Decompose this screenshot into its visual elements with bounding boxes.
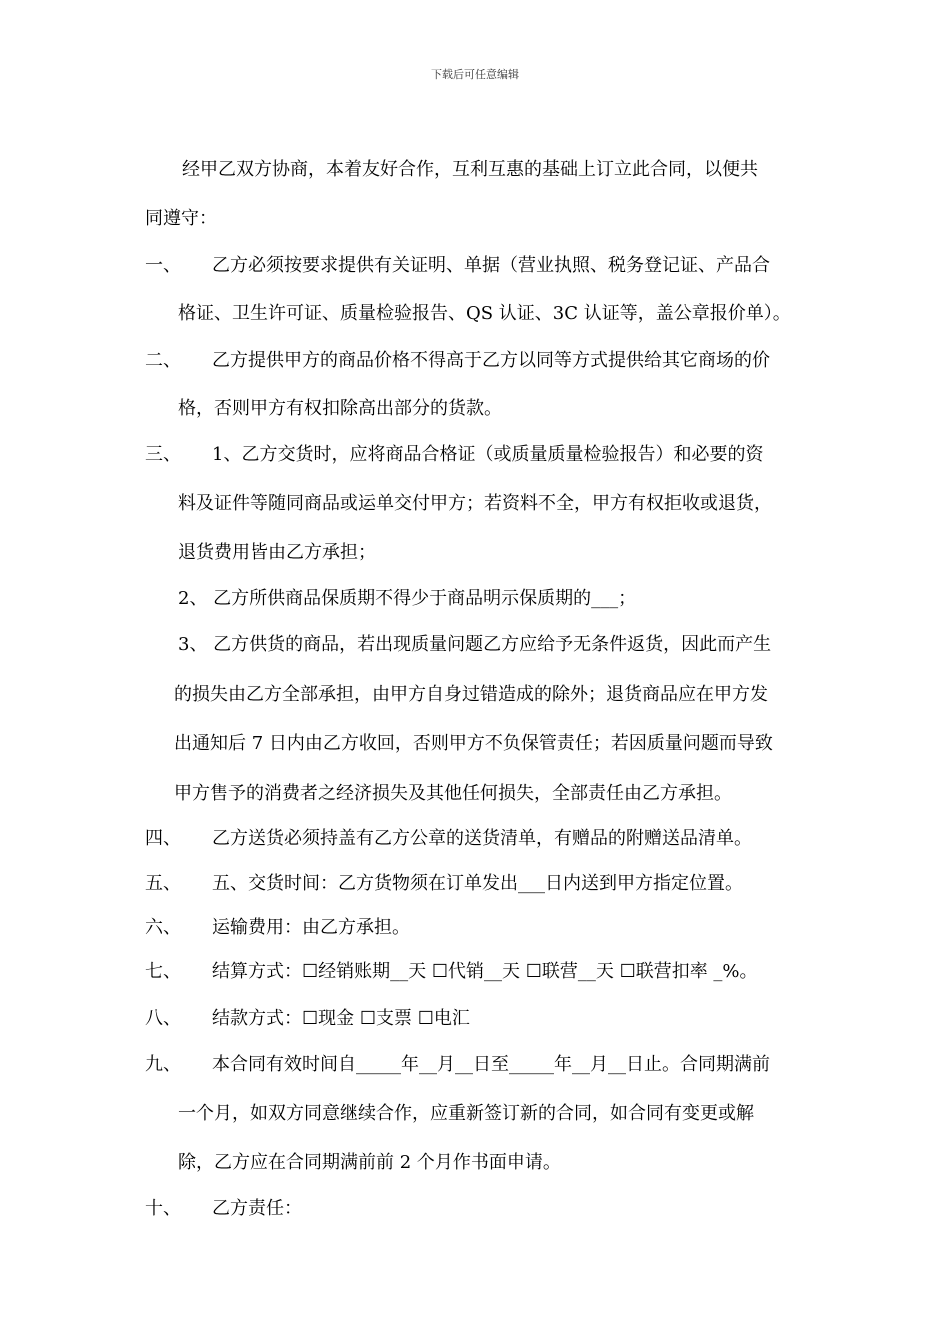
item-number: 八、 [145,1008,181,1029]
intro-line: 同遵守： [145,208,217,229]
item-line: 格证、卫生许可证、质量检验报告、QS 认证、3C 认证等，盖公章报价单）。 [178,303,791,324]
item-line: 乙方送货必须持盖有乙方公章的送货清单，有赠品的附赠送品清单。 [212,828,752,849]
item-line: 五、交货时间：乙方货物须在订单发出___日内送到甲方指定位置。 [212,873,743,894]
item-line: 乙方必须按要求提供有关证明、单据（营业执照、税务登记证、产品合 [212,255,770,276]
item-line: 本合同有效时间自_____年__月__日至_____年__月__日止。合同期满前 [212,1054,770,1075]
item-line: 1、乙方交货时，应将商品合格证（或质量质量检验报告）和必要的资 [212,444,764,465]
item-line: 出通知后 7 日内由乙方收回，否则甲方不负保管责任；若因质量问题而导致 [174,733,773,754]
item-number: 三、 [145,444,181,465]
item-number: 一、 [145,255,181,276]
intro-line: 经甲乙双方协商，本着友好合作，互利互惠的基础上订立此合同，以便共 [182,159,758,180]
item-line: 料及证件等随同商品或运单交付甲方；若资料不全，甲方有权拒收或退货， [178,493,772,514]
item-line: 的损失由乙方全部承担，由甲方自身过错造成的除外；退货商品应在甲方发 [174,684,768,705]
item-line: 甲方售予的消费者之经济损失及其他任何损失，全部责任由乙方承担。 [174,783,732,804]
item-number: 五、 [145,873,181,894]
item-line: 结款方式：☐现金 ☐支票 ☐电汇 [212,1008,470,1029]
item-number: 九、 [145,1054,181,1075]
item-line: 乙方责任： [212,1198,302,1219]
item-line: 3、 乙方供货的商品，若出现质量问题乙方应给予无条件返货，因此而产生 [178,634,772,655]
item-line: 2、 乙方所供商品保质期不得少于商品明示保质期的___； [178,588,637,609]
item-number: 十、 [145,1198,181,1219]
item-line: 格，否则甲方有权扣除高出部分的货款。 [178,398,502,419]
item-line: 运输费用：由乙方承担。 [212,917,410,938]
item-number: 六、 [145,917,181,938]
item-number: 二、 [145,350,181,371]
item-line: 除，乙方应在合同期满前前 2 个月作书面申请。 [178,1152,561,1173]
item-line: 结算方式：☐经销账期__天 ☐代销__天 ☐联营__天 ☐联营扣率 _%。 [212,961,758,982]
item-number: 四、 [145,828,181,849]
item-line: 退货费用皆由乙方承担； [178,542,376,563]
item-line: 一个月，如双方同意继续合作，应重新签订新的合同，如合同有变更或解 [178,1103,754,1124]
item-number: 七、 [145,961,181,982]
item-line: 乙方提供甲方的商品价格不得高于乙方以同等方式提供给其它商场的价 [212,350,770,371]
page-header: 下载后可任意编辑 [431,68,519,81]
